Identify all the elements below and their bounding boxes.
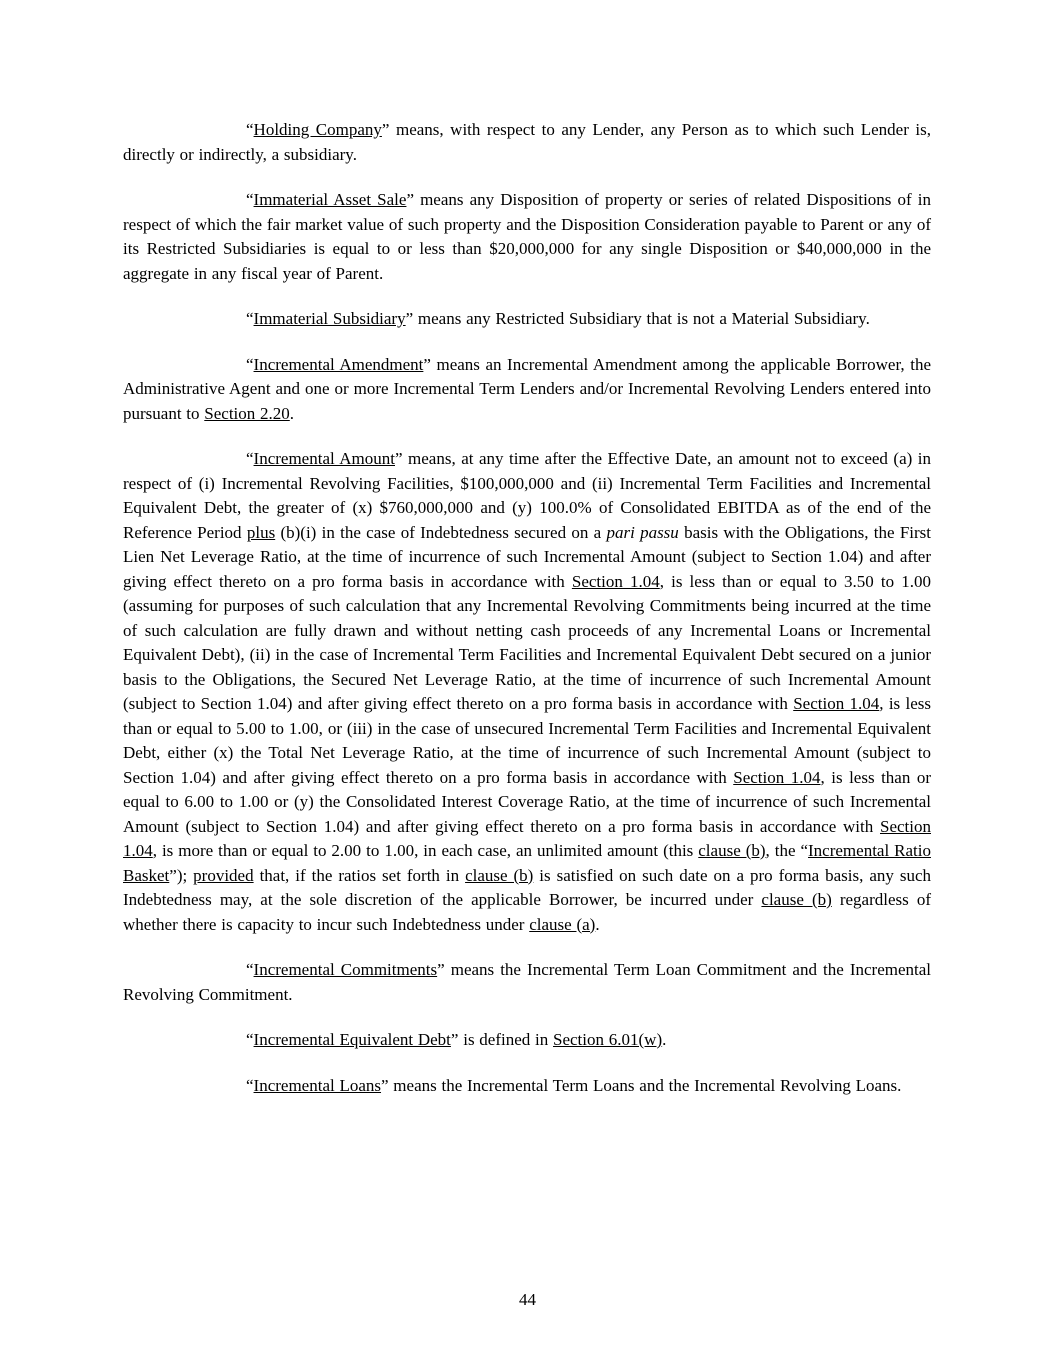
paragraph <box>123 1028 931 1053</box>
text-run: “ <box>246 190 254 209</box>
underlined-term: Section 6.01(w) <box>553 1030 663 1049</box>
underlined-term: Section 1.04 <box>733 767 821 787</box>
text-run: “ <box>246 354 254 374</box>
underlined-term: Incremental Amount <box>253 449 395 468</box>
text-run: ” means the Incremental Term Loan Commitment and the Incremental Revolving Commitment. <box>123 960 931 1004</box>
document-body <box>123 118 931 1098</box>
text-run: . <box>595 914 600 934</box>
paragraph <box>123 447 931 937</box>
paragraph <box>123 353 931 427</box>
text-run: “ <box>246 120 254 139</box>
text-run: “ <box>246 309 254 328</box>
underlined-term: clause (b) <box>698 841 766 860</box>
text-run: . <box>662 1030 667 1049</box>
paragraph <box>123 118 931 167</box>
text-run: ” means an Incremental Amendment among the applicable Borrower, the Administrative Agent and one or more Incremental Term Lenders and/or Incremental Revolving Lenders entered into pursuant to <box>123 354 931 423</box>
text-run: . <box>289 403 295 423</box>
text-run: “ <box>246 449 254 468</box>
text-run: that, if the ratios set forth in <box>253 865 466 885</box>
text-run: “ <box>246 1030 254 1049</box>
text-run: ” means any Disposition of property or series of related Dispositions of in respect of which the fair market value of such property and the Disposition Consideration payable to Parent or any of its Restricted Subsidiaries is equal to or less than $20,000,000 for any single Disposition or $40,000,000 in the aggregate in any fiscal year of Parent. <box>123 190 931 283</box>
text-run: ” means any Restricted Subsidiary that is not a Material Subsidiary. <box>405 309 870 328</box>
text-run: , is less than or equal to 5.00 to 1.00, or (iii) in the case of unsecured Incremental Term Facilities and Incremental Equivalent Debt, either (x) the Total Net Leverage Ratio, at the time of incurrence of such Incremental Amount (subject to Section 1.04) and after giving effect thereto on a pro forma basis in accordance with <box>123 694 931 787</box>
underlined-term: provided <box>193 865 254 885</box>
underlined-term: plus <box>246 522 276 542</box>
text-run: ” is defined in <box>450 1030 554 1049</box>
underlined-term: Immaterial Asset Sale <box>253 190 407 209</box>
underlined-term: Incremental Ratio Basket <box>123 841 931 885</box>
underlined-term: Section 1.04 <box>571 571 660 591</box>
underlined-term: Section 2.20 <box>204 403 290 423</box>
text-run: is satisfied on such date on a pro forma basis, any such Indebtedness may, at the sole discretion of the applicable Borrower, be incurred under <box>123 865 931 909</box>
paragraph <box>123 958 931 1007</box>
underlined-term: clause (b) <box>465 865 534 885</box>
italic-text: pari passu <box>606 522 679 542</box>
text-run: , the “ <box>765 841 809 860</box>
text-run: ”); <box>169 865 194 885</box>
underlined-term: clause (a) <box>529 914 596 934</box>
text-run: ” means, at any time after the Effective Date, an amount not to exceed (a) in respect of (i) Incremental Revolving Facilities, $100,000,000 and (ii) Incremental Term Facilities and Incremental Equivalent Debt, the greater of (x) $760,000,000 and (y) 100.0% of Consolidated EBITDA as of the end of the Reference Period <box>123 449 931 542</box>
text-run: ” means, with respect to any Lender, any Person as to which such Lender is, directly or indirectly, a subsidiary. <box>123 120 931 164</box>
text-run: “ <box>246 960 254 979</box>
underlined-term: Holding Company <box>253 120 382 139</box>
text-run: (b)(i) in the case of Indebtedness secured on a <box>275 522 607 542</box>
text-run: basis with the Obligations, the First Lien Net Leverage Ratio, at the time of incurrence of such Incremental Amount (subject to Section 1.04) and after giving effect thereto on a pro forma basis in accordance with <box>123 522 931 591</box>
paragraph <box>123 188 931 286</box>
paragraph <box>123 1074 931 1099</box>
text-run: regardless of whether there is capacity to incur such Indebtedness under <box>123 890 931 934</box>
page-number: 44 <box>519 1290 536 1309</box>
underlined-term: Incremental Commitments <box>253 960 438 979</box>
underlined-term: Incremental Loans <box>253 1075 382 1095</box>
underlined-term: Incremental Amendment <box>253 354 424 374</box>
underlined-term: Incremental Equivalent Debt <box>253 1030 451 1049</box>
text-run: , is less than or equal to 3.50 to 1.00 (assuming for purposes of such calculation that any Incremental Revolving Commitments being incurred at the time of such calculation are fully drawn and without netting cash proceeds of any Incremental Loans or Incremental Equivalent Debt), (ii) in the case of Incremental Term Facilities and Incremental Equivalent Debt secured on a junior basis to the Obligations, the Secured Net Leverage Ratio, at the time of incurrence of such Incremental Amount (subject to Section 1.04) and after giving effect thereto on a pro forma basis in accordance with <box>123 571 931 713</box>
underlined-term: clause (b) <box>761 890 832 909</box>
paragraph <box>123 307 931 332</box>
underlined-term: Section 1.04 <box>123 816 931 860</box>
text-run: ” means the Incremental Term Loans and the Incremental Revolving Loans. <box>381 1075 902 1095</box>
text-run: “ <box>246 1075 254 1095</box>
text-run: , is less than or equal to 6.00 to 1.00 or (y) the Consolidated Interest Coverage Ratio, at the time of incurrence of such Incremental Amount (subject to Section 1.04) and after giving effect thereto on a pro forma basis in accordance with <box>123 767 931 836</box>
text-run: , is more than or equal to 2.00 to 1.00, in each case, an unlimited amount (this <box>152 841 699 860</box>
underlined-term: Section 1.04 <box>793 694 880 713</box>
underlined-term: Immaterial Subsidiary <box>253 309 406 328</box>
